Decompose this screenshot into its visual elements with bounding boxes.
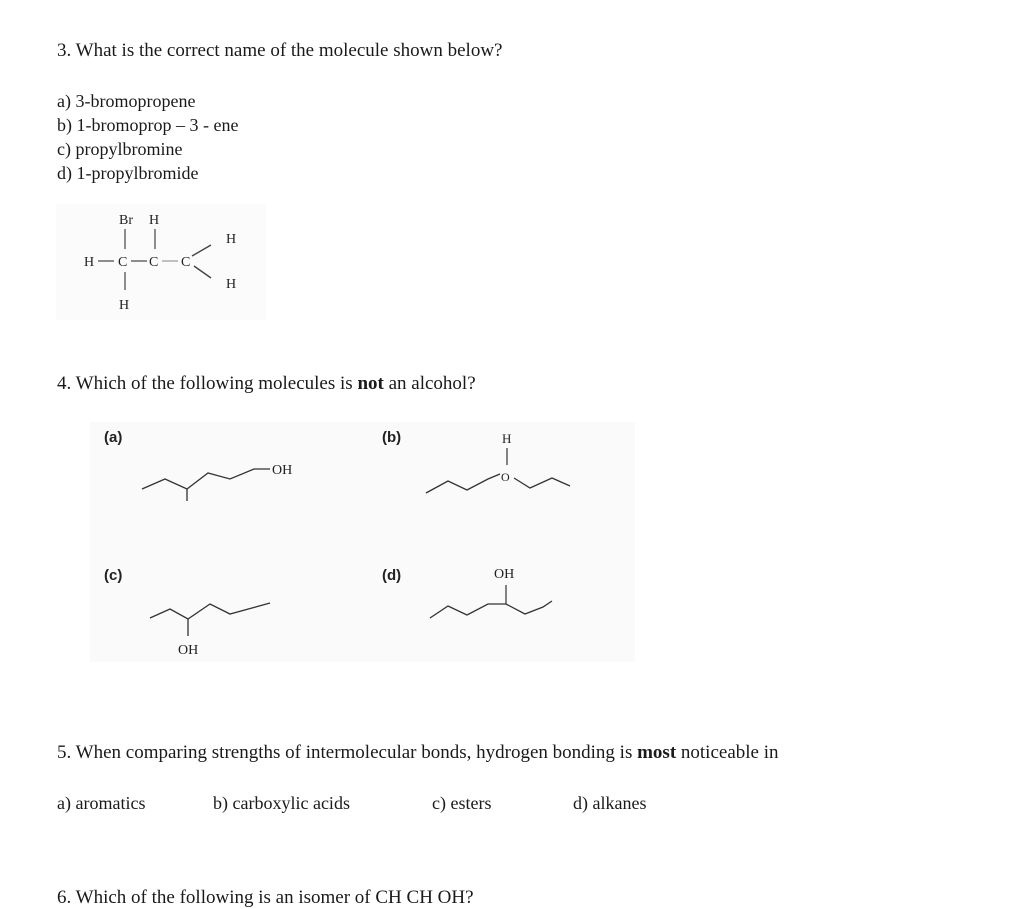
choice-b-h: H — [502, 431, 512, 446]
q3-option-d: d) 1-propylbromide — [57, 163, 199, 183]
atom-h-lower-right: H — [226, 277, 237, 292]
choice-a-label: (a) — [104, 429, 123, 446]
question-6-text-partial: 6. Which of the following is an isomer of CH CH OH? — [57, 887, 474, 908]
choice-d-oh: OH — [494, 567, 515, 582]
q4-text-suffix: an alcohol? — [383, 373, 476, 394]
choice-a-oh: OH — [272, 463, 293, 478]
choice-c-oh: OH — [178, 643, 199, 658]
q4-structures-panel — [90, 422, 635, 662]
choice-b-o: O — [501, 470, 510, 484]
q3-option-b: b) 1-bromoprop – 3 - ene — [57, 115, 239, 135]
q5-text-bold: most — [637, 742, 677, 763]
atom-br: Br — [119, 213, 133, 228]
atom-c3: C — [181, 255, 191, 270]
question-5-text — [57, 742, 779, 764]
atom-h-top: H — [149, 213, 160, 228]
q3-option-a: a) 3-bromopropene — [57, 91, 196, 111]
choice-d-label: (d) — [382, 567, 402, 584]
atom-h-upper-right: H — [226, 232, 237, 247]
atom-h-left: H — [84, 255, 95, 270]
q5-option-a: a) aromatics — [57, 793, 146, 813]
q3-option-c: c) propylbromine — [57, 139, 183, 159]
question-3-text: 3. What is the correct name of the molecule shown below? — [57, 40, 503, 61]
q4-text-prefix: 4. Which of the following molecules is — [57, 373, 358, 394]
q5-option-d: d) alkanes — [573, 793, 647, 813]
q3-molecule-structure — [56, 204, 266, 320]
atom-h-bottom: H — [119, 298, 130, 313]
atom-c1: C — [118, 255, 128, 270]
choice-c-label: (c) — [104, 567, 123, 584]
q4-text-bold: not — [357, 373, 384, 394]
choice-b-label: (b) — [382, 429, 402, 446]
atom-c2: C — [149, 255, 159, 270]
question-4-text — [57, 373, 476, 395]
q5-text-prefix: 5. When comparing strengths of intermolecular bonds, hydrogen bonding is — [57, 742, 638, 763]
q5-option-b: b) carboxylic acids — [213, 793, 350, 813]
q5-option-c: c) esters — [432, 793, 492, 813]
q5-text-suffix: noticeable in — [676, 742, 779, 763]
